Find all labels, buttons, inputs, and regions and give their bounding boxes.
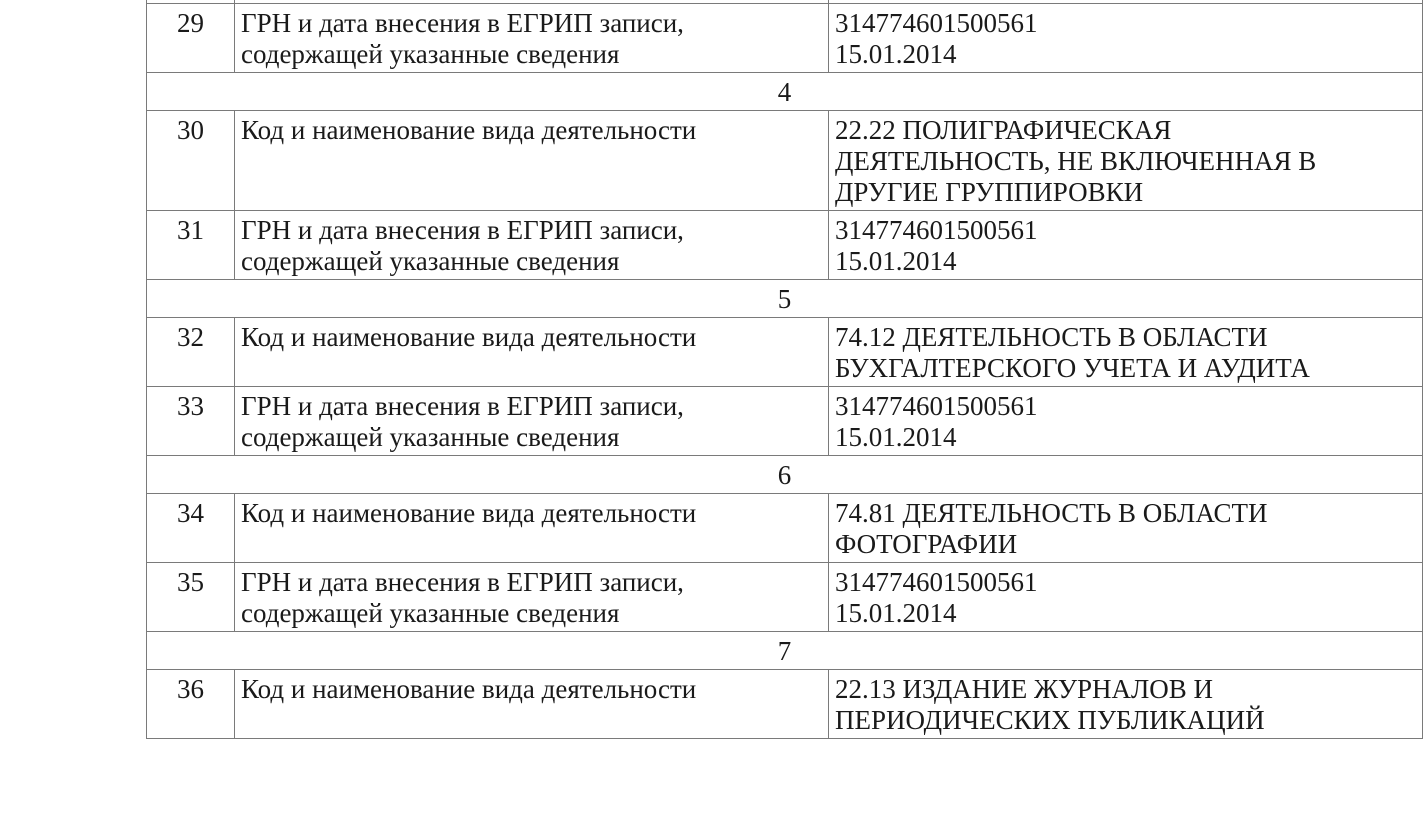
- field-name-line: ГРН и дата внесения в ЕГРИП записи,: [241, 8, 684, 38]
- field-name-cell: [235, 4, 829, 73]
- table-row: [147, 387, 1423, 456]
- table-row: [147, 318, 1423, 387]
- section-number: 6: [147, 456, 1423, 494]
- row-number: 36: [147, 670, 235, 739]
- field-value-line: 22.22 ПОЛИГРАФИЧЕСКАЯ: [835, 115, 1172, 145]
- field-name-cell: [235, 670, 829, 739]
- activity-table-wrapper: [146, 0, 1422, 739]
- table-row: [147, 670, 1423, 739]
- field-name-cell: [235, 211, 829, 280]
- field-value-line: ПЕРИОДИЧЕСКИХ ПУБЛИКАЦИЙ: [835, 705, 1265, 735]
- field-value-line: 74.81 ДЕЯТЕЛЬНОСТЬ В ОБЛАСТИ: [835, 498, 1268, 528]
- field-value-cell: [829, 111, 1423, 211]
- field-value-cell: [829, 387, 1423, 456]
- field-value-line: ФОТОГРАФИИ: [835, 529, 1018, 559]
- field-value-line: 15.01.2014: [835, 246, 957, 276]
- field-value-line: 15.01.2014: [835, 39, 957, 69]
- field-name-line: Код и наименование вида деятельности: [241, 674, 697, 704]
- field-name-line: ГРН и дата внесения в ЕГРИП записи,: [241, 391, 684, 421]
- field-value-cell: [829, 563, 1423, 632]
- field-name-line: содержащей указанные сведения: [241, 598, 620, 628]
- section-row: [147, 632, 1423, 670]
- field-name-cell: [235, 111, 829, 211]
- field-value-cell: [829, 670, 1423, 739]
- field-name-line: Код и наименование вида деятельности: [241, 322, 697, 352]
- activity-table: [146, 0, 1423, 739]
- row-number: 32: [147, 318, 235, 387]
- field-value-line: 314774601500561: [835, 215, 1038, 245]
- row-number: 30: [147, 111, 235, 211]
- field-name-cell: [235, 387, 829, 456]
- field-name-line: содержащей указанные сведения: [241, 246, 620, 276]
- row-number: 29: [147, 4, 235, 73]
- field-value-cell: [829, 211, 1423, 280]
- field-name-line: содержащей указанные сведения: [241, 39, 620, 69]
- field-value-cell: [829, 318, 1423, 387]
- section-row: [147, 456, 1423, 494]
- field-name-line: ГРН и дата внесения в ЕГРИП записи,: [241, 567, 684, 597]
- field-value-cell: [829, 4, 1423, 73]
- table-row: [147, 563, 1423, 632]
- table-row: [147, 111, 1423, 211]
- row-number: 35: [147, 563, 235, 632]
- field-value-line: 314774601500561: [835, 567, 1038, 597]
- field-value-line: 314774601500561: [835, 391, 1038, 421]
- field-name-cell: [235, 494, 829, 563]
- row-number: 34: [147, 494, 235, 563]
- table-body: [147, 0, 1423, 739]
- row-number: 31: [147, 211, 235, 280]
- field-value-line: БУХГАЛТЕРСКОГО УЧЕТА И АУДИТА: [835, 353, 1310, 383]
- field-value-cell: [829, 494, 1423, 563]
- section-row: [147, 280, 1423, 318]
- table-row: [147, 211, 1423, 280]
- table-row: [147, 494, 1423, 563]
- field-value-line: 314774601500561: [835, 8, 1038, 38]
- section-number: 4: [147, 73, 1423, 111]
- field-name-line: Код и наименование вида деятельности: [241, 498, 697, 528]
- field-value-line: 74.12 ДЕЯТЕЛЬНОСТЬ В ОБЛАСТИ: [835, 322, 1268, 352]
- field-value-line: 15.01.2014: [835, 598, 957, 628]
- field-value-line: 15.01.2014: [835, 422, 957, 452]
- section-number: 7: [147, 632, 1423, 670]
- table-row: [147, 4, 1423, 73]
- field-name-line: ГРН и дата внесения в ЕГРИП записи,: [241, 215, 684, 245]
- field-name-cell: [235, 318, 829, 387]
- section-row: [147, 73, 1423, 111]
- row-number: 33: [147, 387, 235, 456]
- field-name-line: содержащей указанные сведения: [241, 422, 620, 452]
- field-name-line: Код и наименование вида деятельности: [241, 115, 697, 145]
- field-name-cell: [235, 563, 829, 632]
- field-value-line: ДЕЯТЕЛЬНОСТЬ, НЕ ВКЛЮЧЕННАЯ В: [835, 146, 1317, 176]
- field-value-line: ДРУГИЕ ГРУППИРОВКИ: [835, 177, 1144, 207]
- section-number: 5: [147, 280, 1423, 318]
- field-value-line: 22.13 ИЗДАНИЕ ЖУРНАЛОВ И: [835, 674, 1214, 704]
